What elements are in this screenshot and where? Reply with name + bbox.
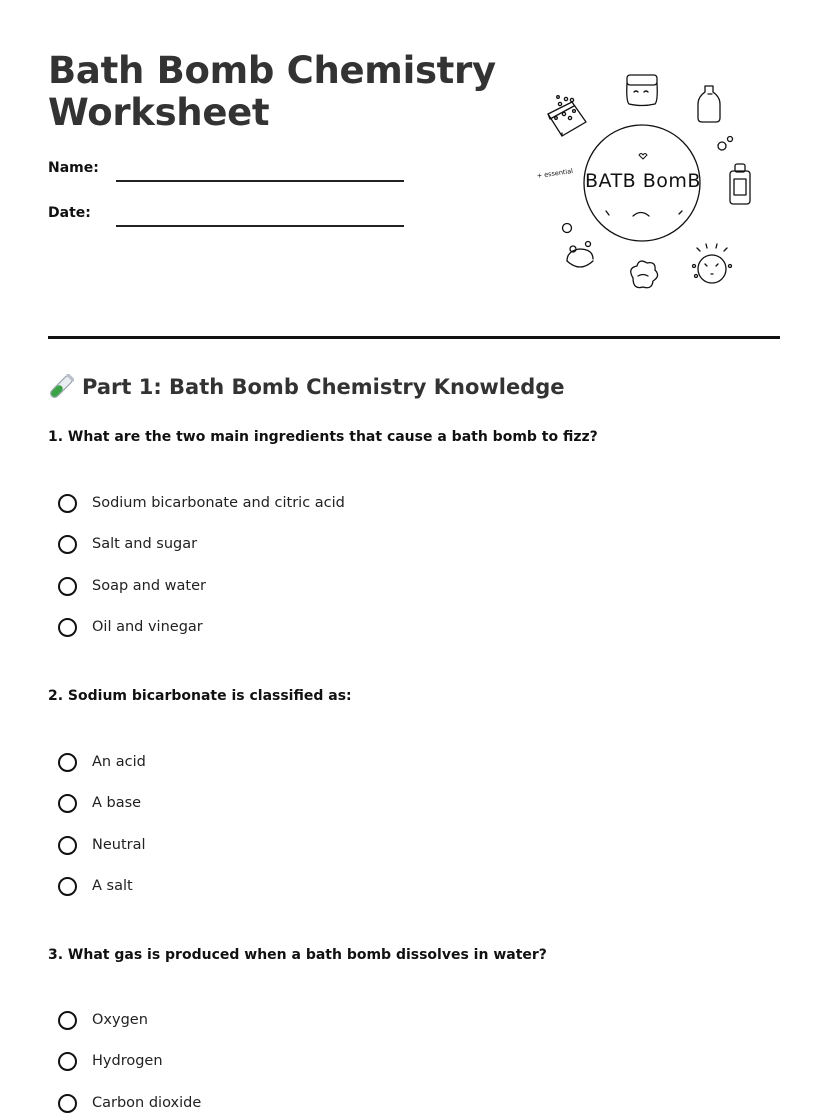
radio-button[interactable] [58,618,77,637]
option-label: Oxygen [92,1012,148,1028]
radio-button[interactable] [58,1052,77,1071]
title-line-2: Worksheet [48,91,270,134]
jar-icon [627,75,658,106]
option-label: A base [92,795,142,811]
page-title [48,50,496,134]
sponge-icon [548,96,586,136]
radio-button[interactable] [58,836,77,855]
radio-button[interactable] [58,535,77,554]
name-label: Name: [48,160,99,176]
bath-bomb-label: BATB BomB [585,170,701,192]
option-label: Carbon dioxide [92,1095,202,1111]
q2-option-2[interactable] [58,791,141,815]
question-3: 3. What gas is produced when a bath bomb dissolves in water? [48,947,547,963]
q1-option-1[interactable] [58,491,345,515]
option-label: An acid [92,754,146,770]
bowl-icon [567,242,593,268]
question-1: 1. What are the two main ingredients that cause a bath bomb to fizz? [48,429,598,445]
option-label: Neutral [92,837,146,853]
flower-icon [631,261,658,288]
side-note: + essential [536,166,574,180]
option-label: Soap and water [92,578,206,594]
radio-button[interactable] [58,753,77,772]
radio-button[interactable] [58,494,77,513]
q2-option-1[interactable] [58,750,146,774]
option-label: Sodium bicarbonate and citric acid [92,495,345,511]
header-divider [48,336,780,339]
q3-option-1[interactable] [58,1008,148,1032]
bath-bomb-illustration [530,66,770,302]
q3-option-2[interactable] [58,1049,163,1073]
section-heading [48,374,565,400]
option-label: A salt [92,878,133,894]
radio-button[interactable] [58,877,77,896]
radio-button[interactable] [58,577,77,596]
test-tube-icon [48,374,74,400]
radio-button[interactable] [58,1094,77,1113]
name-field[interactable] [116,180,404,182]
q3-option-3[interactable] [58,1091,201,1115]
title-line-1: Bath Bomb Chemistry [48,49,496,92]
bubbles-icon [718,137,733,151]
radio-button[interactable] [58,1011,77,1030]
bottle-icon [698,86,720,122]
option-label: Oil and vinegar [92,619,203,635]
q1-option-2[interactable] [58,532,197,556]
radio-button[interactable] [58,794,77,813]
date-field[interactable] [116,225,404,227]
q2-option-4[interactable] [58,874,133,898]
date-label: Date: [48,205,91,221]
q1-option-4[interactable] [58,615,203,639]
oil-bottle-icon [730,164,750,204]
option-label: Hydrogen [92,1053,163,1069]
q2-option-3[interactable] [58,833,146,857]
question-2: 2. Sodium bicarbonate is classified as: [48,688,352,704]
q1-option-3[interactable] [58,574,206,598]
section-title: Part 1: Bath Bomb Chemistry Knowledge [82,375,565,399]
option-label: Salt and sugar [92,536,198,552]
fizz-ball-icon [693,244,732,283]
